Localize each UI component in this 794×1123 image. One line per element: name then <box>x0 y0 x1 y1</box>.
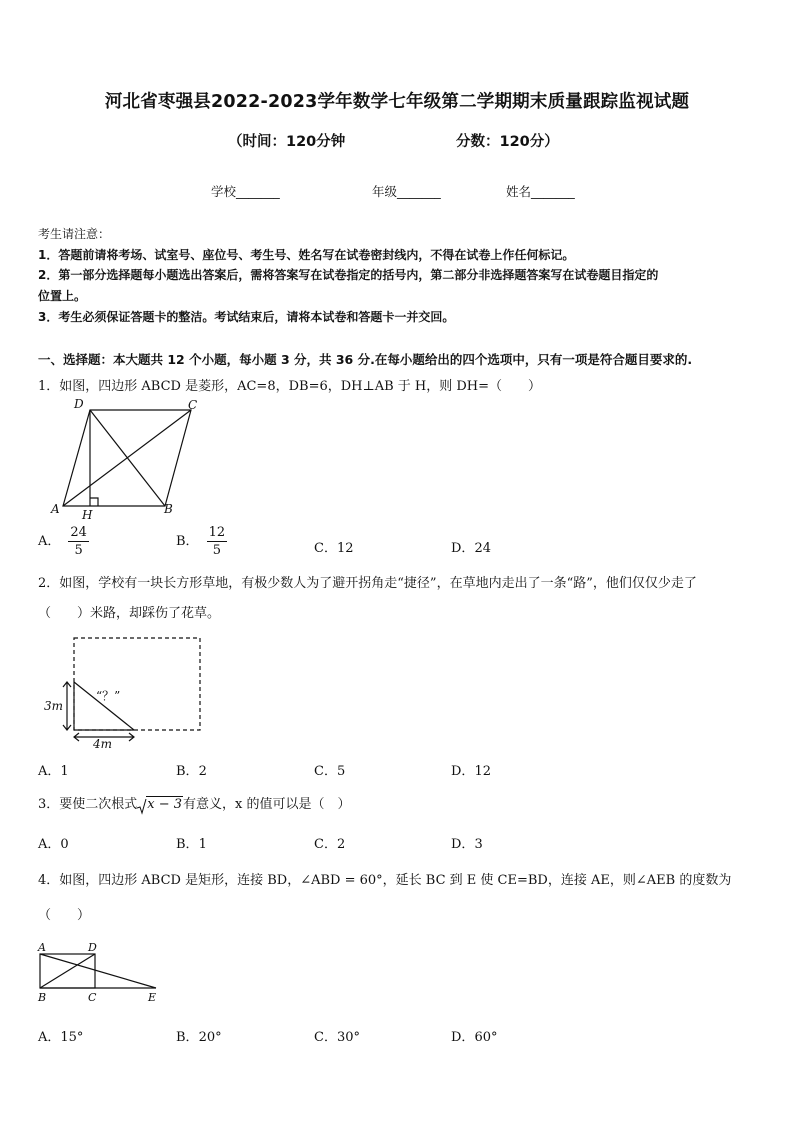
grade-field: 年级_______ <box>372 184 441 199</box>
question-2-stem: 2．如图，学校有一块长方形草地，有极少数人为了避开拐角走“捷径”，在草地内走出了一条“路”，他们仅仅少走了 <box>38 576 697 591</box>
page-title: 河北省枣强县2022-2023学年数学七年级第二学期期末质量跟踪监视试题 <box>104 92 690 112</box>
note-item: 2．第一部分选择题每小题选出答案后，需将答案写在试卷指定的括号内，第二部分非选择题答案写在试卷题目指定的 <box>38 268 659 282</box>
option-d: D．24 <box>451 541 491 556</box>
option-b: B．2 <box>176 764 207 779</box>
name-field: 姓名_______ <box>506 184 575 199</box>
note-item: 位置上。 <box>38 289 87 303</box>
section-heading: 一、选择题：本大题共 12 个小题，每小题 3 分，共 36 分.在每小题给出的四个选项中，只有一项是符合题目要求的. <box>38 352 693 367</box>
option-a: A．15° <box>38 1030 84 1045</box>
note-item: 1．答题前请将考场、试室号、座位号、考生号、姓名写在试卷密封线内，不得在试卷上作任何标记。 <box>38 248 575 262</box>
option-c: C．2 <box>314 837 346 852</box>
label-a: A <box>51 502 60 516</box>
sqrt-expression: x − 3 <box>137 797 183 812</box>
option-d: D．3 <box>451 837 483 852</box>
label-d: D <box>88 941 97 954</box>
option-d: D．60° <box>451 1030 498 1045</box>
question-1-stem: 1．如图，四边形 ABCD 是菱形，AC=8，DB=6，DH⊥AB 于 H，则 DH=（ ） <box>38 379 542 394</box>
question-2-stem-cont: （ ）米路，却踩伤了花草。 <box>38 606 221 621</box>
option-c: C．12 <box>314 541 354 556</box>
label-c: C <box>88 991 97 1004</box>
side-3m-label: 3m <box>44 699 64 713</box>
exam-score: 分数：120分） <box>456 134 559 150</box>
side-4m-label: 4m <box>93 737 113 750</box>
school-field: 学校_______ <box>211 184 280 199</box>
option-b: B． $\frac{12}{5}$ <box>176 525 226 558</box>
label-b: B <box>38 991 47 1004</box>
note-item: 3．考生必须保证答题卡的整洁。考试结束后，请将本试卷和答题卡一并交回。 <box>38 310 455 324</box>
rectangle-figure <box>34 938 169 1008</box>
label-c: C <box>188 398 198 412</box>
exam-time: （时间：120分钟 <box>228 134 346 150</box>
question-4-stem: 4．如图，四边形 ABCD 是矩形，连接 BD，∠ABD = 60°，延长 BC 到 E 使 CE=BD，连接 AE，则∠AEB 的度数为 <box>38 873 732 888</box>
option-a: A．0 <box>38 837 69 852</box>
option-a: A．1 <box>38 764 69 779</box>
question-3-stem: 3．要使二次根式 x − 3有意义，x 的值可以是（ ） <box>38 797 351 812</box>
notes-heading: 考生请注意： <box>38 227 111 241</box>
label-b: B <box>164 502 173 516</box>
option-a: A． $\frac{24}{5}$ <box>38 525 87 558</box>
rhombus-figure <box>48 396 218 526</box>
option-d: D．12 <box>451 764 491 779</box>
option-b: B．1 <box>176 837 207 852</box>
label-e: E <box>148 991 157 1004</box>
question-4-stem-cont: （ ） <box>38 908 91 923</box>
shortcut-label: “？” <box>96 689 121 703</box>
option-c: C．5 <box>314 764 346 779</box>
label-d: D <box>74 397 84 411</box>
label-a: A <box>38 941 46 954</box>
lawn-figure <box>40 632 210 750</box>
option-b: B．20° <box>176 1030 222 1045</box>
label-h: H <box>82 508 93 522</box>
option-c: C．30° <box>314 1030 360 1045</box>
